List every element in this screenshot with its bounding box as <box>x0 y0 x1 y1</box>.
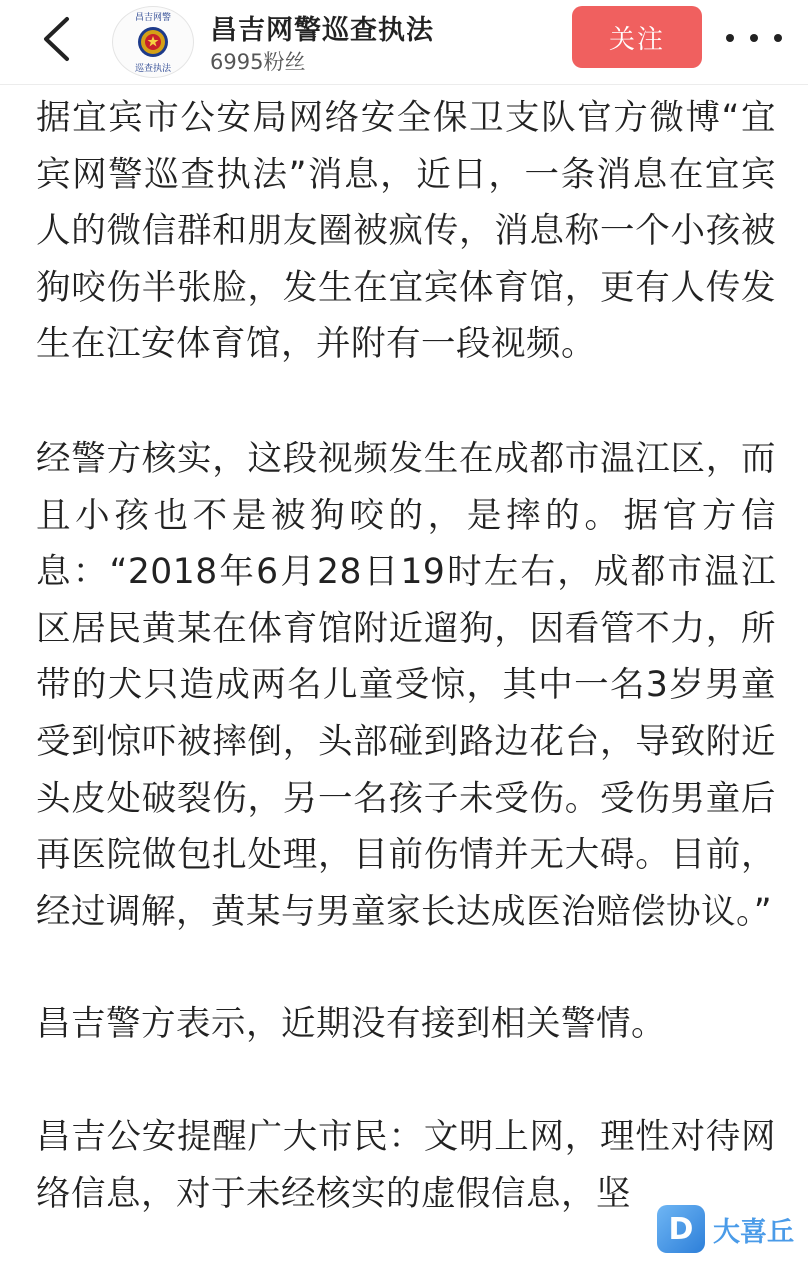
more-dot-icon <box>774 34 782 42</box>
follow-button[interactable]: 关注 <box>572 6 702 68</box>
article-paragraph: 昌吉公安提醒广大市民：文明上网，理性对待网络信息，对于未经核实的虚假信息，坚 <box>36 1116 776 1214</box>
police-emblem-icon <box>113 7 193 77</box>
more-options-button[interactable] <box>726 20 782 56</box>
top-bar <box>0 0 808 85</box>
more-dot-icon <box>726 34 734 42</box>
watermark-logo-icon: D <box>657 1205 705 1253</box>
avatar-badge-bottom: 巡查执法 <box>134 64 172 74</box>
avatar-badge-top: 昌吉网警 <box>134 13 172 23</box>
article-paragraph: 经警方核实，这段视频发生在成都市温江区，而且小孩也不是被狗咬的，是摔的。据官方信息：“2018年6月28日19时左右，成都市温江区居民黄某在体育馆附近遛狗，因看管不力，所带的犬只造成两名儿童受惊，其中一名3岁男童受到惊吓被摔倒，头部碰到路边花台，导致附近头皮处破裂伤，另一名孩子未受伤。受伤男童后再医院做包扎处理，目前伤情并无大碍。目前，经过调解，黄某与男童家长达成医治赔偿协议。” <box>36 438 776 932</box>
article-paragraph: 据宜宾市公安局网络安全保卫支队官方微博“宜宾网警巡查执法”消息，近日，一条消息在宜宾人的微信群和朋友圈被疯传，消息称一个小孩被狗咬伤半张脸，发生在宜宾体育馆，更有人传发生在江安体育馆，并附有一段视频。 <box>36 98 776 365</box>
watermark-text: 大喜丘 <box>713 1216 794 1248</box>
fans-count: 6995粉丝 <box>210 50 306 74</box>
article-body <box>36 90 776 1222</box>
article-paragraph: 昌吉警方表示，近期没有接到相关警情。 <box>36 1004 666 1045</box>
watermark <box>657 1199 807 1259</box>
back-button[interactable] <box>36 14 76 64</box>
account-name[interactable]: 昌吉网警巡查执法 <box>210 15 434 46</box>
account-avatar[interactable] <box>112 6 194 78</box>
chevron-left-icon <box>41 16 71 62</box>
more-dot-icon <box>750 34 758 42</box>
